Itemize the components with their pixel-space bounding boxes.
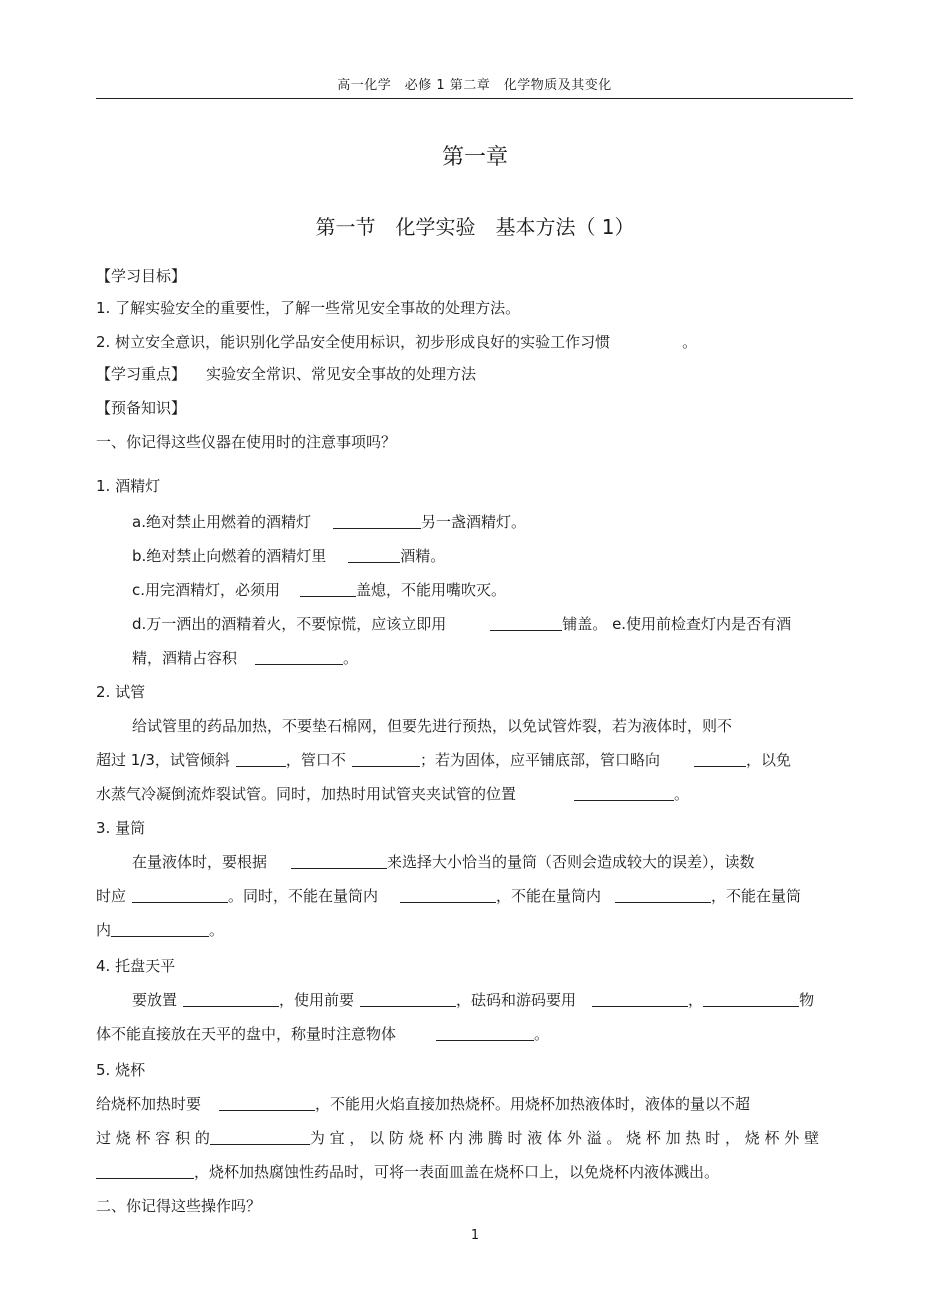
focus-label: 【学习重点】 <box>96 365 187 383</box>
lamp-item-a <box>132 512 526 532</box>
lamp-b-rest: 酒精。 <box>400 547 446 565</box>
cylinder-l2-b: 。同时，不能在量筒内 <box>228 887 379 905</box>
fill-blank[interactable] <box>132 887 228 903</box>
beaker-l1-b: ，不能用火焰直接加热烧杯。用烧杯加热液体时，液体的量以不超 <box>315 1095 751 1113</box>
cylinder-l3-b: 。 <box>209 921 225 939</box>
lamp-c-rest: 盖熄，不能用嘴吹灭。 <box>356 581 507 599</box>
lamp-d-text: d.万一洒出的酒精着火，不要惊慌，应该立即用 <box>132 615 447 633</box>
beaker-l2-a: 过 烧 杯 容 积 的 <box>96 1129 210 1147</box>
fill-blank[interactable] <box>300 581 356 597</box>
fill-blank[interactable] <box>400 887 496 903</box>
balance-l1-d: ， <box>688 991 704 1009</box>
header-rule <box>96 98 853 99</box>
prereq-label: 【预备知识】 <box>96 399 187 417</box>
fill-blank[interactable] <box>490 615 562 631</box>
fill-blank[interactable] <box>333 513 421 529</box>
balance-line-2 <box>96 1024 549 1044</box>
cylinder-line-3 <box>96 920 224 940</box>
tube-line-1: 给试管里的药品加热，不要垫石棉网，但要先进行预热，以免试管炸裂，若为液体时，则不 <box>132 717 733 735</box>
fill-blank[interactable] <box>210 1129 310 1145</box>
cylinder-l2-a: 时应 <box>96 887 127 905</box>
balance-l1-e: 物 <box>799 991 815 1009</box>
lamp-item-d <box>132 614 791 634</box>
tube-l2-d: ，以免 <box>745 751 791 769</box>
section-title: 第一节 化学实验 基本方法（ 1） <box>315 215 635 239</box>
beaker-l1-a: 给烧杯加热时要 <box>96 1095 202 1113</box>
fill-blank[interactable] <box>574 785 674 801</box>
lamp-b-text: b.绝对禁止向燃着的酒精灯里 <box>132 547 327 565</box>
lamp-item-e <box>132 648 358 668</box>
fill-blank[interactable] <box>703 991 799 1007</box>
fill-blank[interactable] <box>219 1095 315 1111</box>
beaker-line-1 <box>96 1094 750 1114</box>
tube-l3-a: 水蒸气冷凝倒流炸裂试管。同时，加热时用试管夹夹试管的位置 <box>96 785 517 803</box>
part2-heading: 二、你记得这些操作吗？ <box>96 1197 262 1215</box>
lamp-e-rest: 。 <box>343 649 359 667</box>
fill-blank[interactable] <box>291 853 387 869</box>
cylinder-l2-d: ，不能在量筒 <box>711 887 802 905</box>
goal-item-1: 1. 了解实验安全的重要性，了解一些常见安全事故的处理方法。 <box>96 299 521 317</box>
page-number: 1 <box>470 1228 480 1243</box>
tube-l3-b: 。 <box>674 785 690 803</box>
cylinder-title: 3. 量筒 <box>96 819 146 837</box>
beaker-line-2 <box>96 1128 819 1148</box>
tube-title: 2. 试管 <box>96 683 146 701</box>
goals-label: 【学习目标】 <box>96 267 187 285</box>
fill-blank[interactable] <box>694 751 746 767</box>
cylinder-l3-a: 内 <box>96 921 112 939</box>
lamp-item-c <box>132 580 506 600</box>
lamp-d-rest: 铺盖。 e.使用前检查灯内是否有酒 <box>562 615 792 633</box>
beaker-l3-b: ，烧杯加热腐蚀性药品时，可将一表面皿盖在烧杯口上，以免烧杯内液体溅出。 <box>194 1163 720 1181</box>
fill-blank[interactable] <box>436 1025 534 1041</box>
chapter-title: 第一章 <box>441 145 508 170</box>
balance-l2-b: 。 <box>534 1025 550 1043</box>
beaker-title: 5. 烧杯 <box>96 1061 146 1079</box>
cylinder-line-2 <box>96 886 801 906</box>
lamp-a-text: a.绝对禁止用燃着的酒精灯 <box>132 513 311 531</box>
balance-l2-a: 体不能直接放在天平的盘中，称量时注意物体 <box>96 1025 397 1043</box>
beaker-l2-b: 为 宜 ， 以 防 烧 杯 内 沸 腾 时 液 体 外 溢 。 烧 杯 加 热 时 ， 烧 杯 外 壁 <box>309 1129 820 1147</box>
fill-blank[interactable] <box>592 991 688 1007</box>
tube-l2-a: 超过 1/3，试管倾斜 <box>96 751 230 769</box>
fill-blank[interactable] <box>111 921 209 937</box>
goal-item-2-end: 。 <box>682 333 698 351</box>
lamp-a-rest: 另一盏酒精灯。 <box>420 513 526 531</box>
fill-blank[interactable] <box>255 649 343 665</box>
tube-l2-b: ，管口不 <box>285 751 346 769</box>
running-header: 高一化学 必修 1 第二章 化学物质及其变化 <box>337 78 612 93</box>
fill-blank[interactable] <box>96 1163 194 1179</box>
beaker-line-3 <box>96 1162 719 1182</box>
cylinder-l1-b: 来选择大小恰当的量筒（否则会造成较大的误差），读数 <box>387 853 755 871</box>
part1-heading: 一、你记得这些仪器在使用时的注意事项吗？ <box>96 433 397 451</box>
tube-line-2 <box>96 750 791 770</box>
fill-blank[interactable] <box>183 991 279 1007</box>
goal-item-2-text: 2. 树立安全意识，能识别化学品安全使用标识，初步形成良好的实验工作习惯 <box>96 333 611 351</box>
fill-blank[interactable] <box>236 751 286 767</box>
cylinder-l1-a: 在量液体时，要根据 <box>132 853 268 871</box>
lamp-c-text: c.用完酒精灯，必须用 <box>132 581 281 599</box>
fill-blank[interactable] <box>360 991 456 1007</box>
cylinder-line-1 <box>132 852 755 872</box>
focus-line <box>96 364 476 384</box>
lamp-item-b <box>132 546 445 566</box>
balance-l1-a: 要放置 <box>132 991 178 1009</box>
lamp-title: 1. 酒精灯 <box>96 477 161 495</box>
balance-l1-b: ，使用前要 <box>279 991 355 1009</box>
balance-title: 4. 托盘天平 <box>96 957 176 975</box>
balance-line-1 <box>132 990 814 1010</box>
fill-blank[interactable] <box>615 887 711 903</box>
tube-l2-c: ；若为固体，应平铺底部，管口略向 <box>419 751 660 769</box>
balance-l1-c: ，砝码和游码要用 <box>456 991 577 1009</box>
focus-text: 实验安全常识、常见安全事故的处理方法 <box>206 365 477 383</box>
fill-blank[interactable] <box>352 751 420 767</box>
fill-blank[interactable] <box>348 547 400 563</box>
cylinder-l2-c: ，不能在量筒内 <box>496 887 602 905</box>
goal-item-2 <box>96 332 697 352</box>
tube-line-3 <box>96 784 689 804</box>
lamp-e-text: 精，酒精占容积 <box>132 649 238 667</box>
